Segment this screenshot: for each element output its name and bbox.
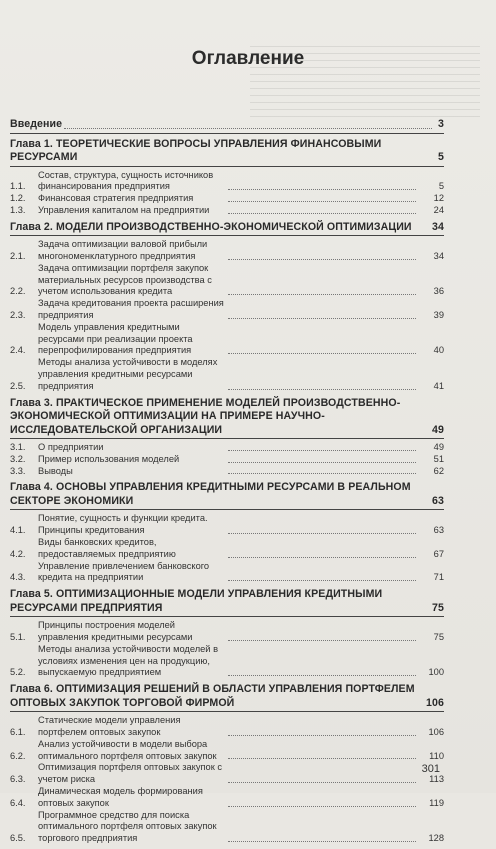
toc-item bbox=[10, 193, 444, 205]
item-title: Статические модели управления портфелем оптовых закупок bbox=[38, 715, 181, 737]
item-title: Виды банковских кредитов, предоставляемых предприятию bbox=[38, 537, 176, 559]
item-number: 2.2. bbox=[10, 286, 26, 297]
item-number: 1.2. bbox=[10, 193, 26, 204]
item-title: Оптимизация портфеля оптовых закупок с учетом риска bbox=[38, 762, 222, 785]
intro-entry bbox=[10, 118, 444, 134]
item-page: 62 bbox=[433, 465, 444, 476]
toc-item bbox=[10, 357, 444, 392]
toc-item bbox=[10, 786, 444, 810]
page-number: 301 bbox=[421, 763, 440, 775]
chapter-5 bbox=[10, 588, 444, 679]
leader-dots bbox=[228, 557, 416, 558]
item-page: 40 bbox=[433, 345, 444, 356]
chapter-heading bbox=[10, 588, 444, 617]
chapter-title: Глава 5. ОПТИМИЗАЦИОННЫЕ МОДЕЛИ УПРАВЛЕНИЯ КРЕДИТНЫМИ РЕСУРСАМИ ПРЕДПРИЯТИЯ bbox=[10, 588, 383, 614]
chapter-page: 49 bbox=[432, 423, 444, 436]
toc-item bbox=[10, 620, 444, 644]
item-title: Состав, структура, сущность источников финансирования предприятия bbox=[38, 169, 214, 192]
chapter-title: Глава 2. МОДЕЛИ ПРОИЗВОДСТВЕННО-ЭКОНОМИЧЕСКОЙ ОПТИМИЗАЦИИ bbox=[10, 220, 412, 233]
leader-dots bbox=[228, 259, 416, 260]
leader-dots bbox=[228, 462, 416, 463]
leader-dots bbox=[228, 201, 416, 202]
leader-dots bbox=[228, 675, 416, 676]
item-title: Управление привлечением банковского кредита на предприятии bbox=[38, 560, 210, 583]
item-title: Модель управления кредитными ресурсами при реализации проекта перепрофилирования предприятия bbox=[38, 321, 193, 356]
item-number: 1.1. bbox=[10, 181, 26, 192]
chapter-heading bbox=[10, 138, 444, 167]
intro-label: Введение bbox=[10, 118, 63, 130]
item-number: 2.5. bbox=[10, 380, 26, 391]
leader-dots bbox=[228, 640, 416, 641]
item-number: 3.2. bbox=[10, 453, 26, 464]
toc-item bbox=[10, 205, 444, 217]
item-page: 63 bbox=[433, 525, 444, 536]
toc-item bbox=[10, 442, 444, 454]
item-page: 24 bbox=[433, 204, 444, 215]
toc-item bbox=[10, 298, 444, 322]
chapter-page: 63 bbox=[432, 494, 444, 507]
leader-dots bbox=[228, 294, 416, 295]
item-number: 6.4. bbox=[10, 797, 26, 808]
toc-item bbox=[10, 263, 444, 298]
page-title: Оглавление bbox=[191, 48, 305, 69]
item-page: 34 bbox=[433, 250, 444, 261]
item-title: Выводы bbox=[38, 465, 73, 476]
item-page: 100 bbox=[428, 667, 444, 678]
item-title: Анализ устойчивости в модели выбора оптимального портфеля оптовых закупок bbox=[38, 738, 217, 761]
chapter-heading bbox=[10, 481, 444, 510]
item-number: 2.1. bbox=[10, 250, 26, 261]
item-page: 75 bbox=[433, 632, 444, 643]
chapter-page: 34 bbox=[432, 220, 444, 233]
item-number: 2.3. bbox=[10, 309, 26, 320]
toc-item bbox=[10, 537, 444, 561]
chapter-title: Глава 6. ОПТИМИЗАЦИЯ РЕШЕНИЙ В ОБЛАСТИ УПРАВЛЕНИЯ ПОРТФЕЛЕМ ОПТОВЫХ ЗАКУПОК ТОРГОВОЙ ФИРМОЙ bbox=[10, 683, 415, 709]
toc-item bbox=[10, 513, 444, 537]
leader-dots bbox=[228, 533, 416, 534]
leader-dots bbox=[228, 806, 416, 807]
leader-dots bbox=[228, 213, 416, 214]
item-number: 5.2. bbox=[10, 667, 26, 678]
item-number: 6.5. bbox=[10, 833, 26, 844]
item-page: 49 bbox=[433, 442, 444, 453]
leader-dots bbox=[228, 389, 416, 390]
item-title: О предприятии bbox=[38, 442, 104, 453]
chapter-2 bbox=[10, 221, 444, 393]
item-page: 113 bbox=[429, 774, 444, 785]
item-title: Методы анализа устойчивости моделей в условиях изменения цен на продукцию, выпускаемую предприятием bbox=[38, 643, 219, 678]
toc-item bbox=[10, 239, 444, 263]
leader-dots bbox=[228, 782, 416, 783]
chapter-page: 75 bbox=[432, 601, 444, 614]
item-page: 5 bbox=[438, 181, 444, 192]
item-page: 12 bbox=[433, 193, 444, 204]
chapter-page: 106 bbox=[426, 696, 444, 709]
item-page: 39 bbox=[433, 309, 444, 320]
intro-page: 3 bbox=[438, 118, 444, 130]
item-title: Финансовая стратегия предприятия bbox=[38, 193, 194, 204]
leader-dots bbox=[64, 128, 432, 129]
item-page: 128 bbox=[428, 833, 444, 844]
item-page: 71 bbox=[433, 572, 444, 583]
item-number: 2.4. bbox=[10, 345, 26, 356]
item-title: Управления капиталом на предприятии bbox=[38, 204, 210, 215]
leader-dots bbox=[228, 580, 416, 581]
toc-item bbox=[10, 715, 444, 739]
toc-item bbox=[10, 644, 444, 679]
item-number: 1.3. bbox=[10, 204, 26, 215]
item-page: 110 bbox=[429, 750, 444, 761]
item-title: Пример использования моделей bbox=[38, 453, 180, 464]
item-number: 4.3. bbox=[10, 572, 26, 583]
item-title: Программное средство для поиска оптимального портфеля оптовых закупок торгового предприятия bbox=[38, 809, 217, 844]
leader-dots bbox=[228, 318, 416, 319]
leader-dots bbox=[228, 758, 416, 759]
item-title: Задача оптимизации валовой прибыли многономенклатурного предприятия bbox=[38, 239, 208, 261]
item-number: 3.3. bbox=[10, 465, 26, 476]
item-title: Динамическая модель формирования оптовых закупок bbox=[38, 785, 203, 808]
chapter-page: 5 bbox=[438, 151, 444, 163]
leader-dots bbox=[228, 841, 416, 842]
table-of-contents bbox=[10, 118, 444, 849]
item-page: 36 bbox=[433, 286, 444, 297]
leader-dots bbox=[228, 450, 416, 451]
toc-item bbox=[10, 762, 444, 786]
chapter-3 bbox=[10, 397, 444, 478]
intro-heading bbox=[10, 118, 444, 134]
leader-dots bbox=[228, 353, 416, 354]
chapter-title: Глава 3. ПРАКТИЧЕСКОЕ ПРИМЕНЕНИЕ МОДЕЛЕЙ ПРОИЗВОДСТВЕННО-ЭКОНОМИЧЕСКОЙ ОПТИМИЗАЦИИ НА ПРИМЕРЕ НАУЧНО-ИССЛЕДОВАТЕЛЬСКОЙ ОРГАНИЗАЦИИ bbox=[10, 396, 401, 436]
leader-dots bbox=[228, 189, 416, 190]
chapter-heading bbox=[10, 397, 444, 440]
item-page: 67 bbox=[433, 548, 444, 559]
item-number: 5.1. bbox=[10, 632, 26, 643]
toc-item bbox=[10, 739, 444, 763]
toc-item bbox=[10, 170, 444, 194]
item-title: Задача оптимизации портфеля закупок материальных ресурсов производства с учетом использования кредита bbox=[38, 262, 212, 297]
item-number: 4.2. bbox=[10, 548, 26, 559]
toc-item bbox=[10, 466, 444, 478]
chapter-title: Глава 1. ТЕОРЕТИЧЕСКИЕ ВОПРОСЫ УПРАВЛЕНИЯ ФИНАНСОВЫМИ РЕСУРСАМИ bbox=[10, 137, 382, 163]
chapter-heading bbox=[10, 683, 444, 712]
toc-item bbox=[10, 322, 444, 357]
item-number: 3.1. bbox=[10, 442, 26, 453]
toc-item bbox=[10, 454, 444, 466]
item-title: Методы анализа устойчивости в моделях управления кредитными ресурсами предприятия bbox=[38, 357, 218, 391]
chapter-1 bbox=[10, 138, 444, 217]
toc-item bbox=[10, 561, 444, 585]
chapter-title: Глава 4. ОСНОВЫ УПРАВЛЕНИЯ КРЕДИТНЫМИ РЕСУРСАМИ В РЕАЛЬНОМ СЕКТОРЕ ЭКОНОМИКИ bbox=[10, 481, 411, 507]
item-number: 6.2. bbox=[10, 750, 26, 761]
toc-item bbox=[10, 810, 444, 845]
item-title: Понятие, сущность и функции кредита. Принципы кредитования bbox=[38, 513, 208, 536]
item-page: 41 bbox=[433, 380, 444, 391]
item-number: 6.1. bbox=[10, 727, 26, 737]
chapter-6 bbox=[10, 683, 444, 845]
item-title: Принципы построения моделей управления кредитными ресурсами bbox=[38, 620, 193, 643]
item-page: 119 bbox=[429, 797, 444, 808]
item-page: 51 bbox=[433, 453, 444, 464]
item-page: 106 bbox=[428, 727, 444, 737]
item-number: 6.3. bbox=[10, 774, 26, 785]
chapter-heading bbox=[10, 221, 444, 237]
item-title: Задача кредитования проекта расширения предприятия bbox=[38, 298, 224, 320]
leader-dots bbox=[228, 735, 416, 736]
chapter-4 bbox=[10, 481, 444, 584]
item-number: 4.1. bbox=[10, 525, 26, 536]
leader-dots bbox=[228, 473, 416, 474]
